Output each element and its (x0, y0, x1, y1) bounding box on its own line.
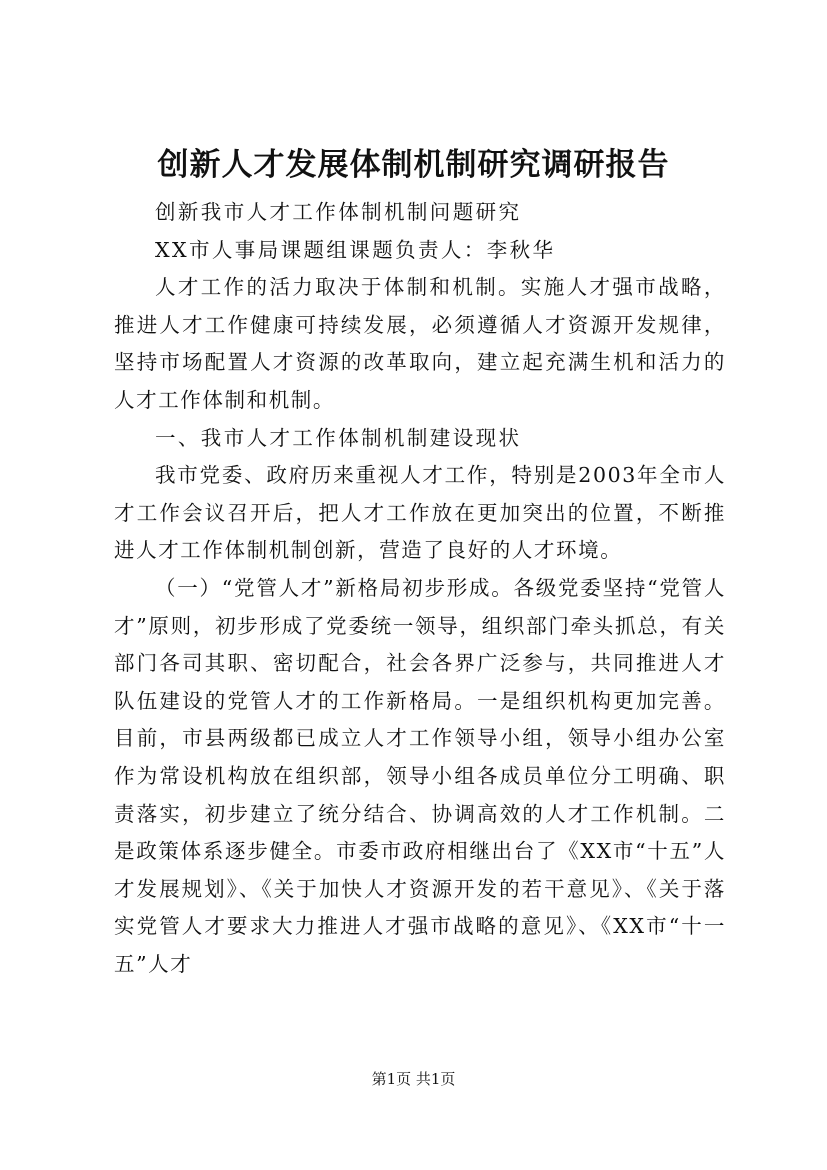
subtitle-paragraph: 创新我市人才工作体制机制问题研究 (155, 200, 522, 224)
document-body (114, 194, 726, 983)
intro-paragraph: 人才工作的活力取决于体制和机制。实施人才强市战略，推进人才工作健康可持续发展，必须遵循人才资源开发规律，坚持市场配置人才资源的改革取向，建立起充满生机和活力的人才工作体制和机制。 (114, 275, 726, 412)
section-heading: 一、我市人才工作体制机制建设现状 (155, 425, 522, 450)
author-line: XX市人事局课题组课题负责人：李秋华 (155, 237, 556, 262)
document-title: 创新人才发展体制机制研究调研报告 (157, 147, 670, 183)
party-talent-paragraph: （一）“党管人才”新格局初步形成。各级党委坚持“党管人才”原则，初步形成了党委统一领导，组织部门牵头抓总，有关部门各司其职、密切配合，社会各界广泛参与，共同推进人才队伍建设的党管人才的工作新格局。一是组织机构更加完善。目前，市县两级都已成立人才工作领导小组，领导小组办公室作为常设机构放在组织部，领导小组各成员单位分工明确、职责落实，初步建立了统分结合、协调高效的人才工作机制。二是政策体系逐步健全。市委市政府相继出台了《XX市“十五”人才发展规划》、《关于加快人才资源开发的若干意见》、《关于落实党管人才要求大力推进人才强市战略的意见》、《XX市“十一五”人才 (114, 575, 726, 976)
status-paragraph: 我市党委、政府历来重视人才工作，特别是2003年全市人才工作会议召开后，把人才工作放在更加突出的位置，不断推进人才工作体制机制创新，营造了良好的人才环境。 (114, 463, 726, 563)
page-footer: 第1页 共1页 (371, 1070, 456, 1088)
